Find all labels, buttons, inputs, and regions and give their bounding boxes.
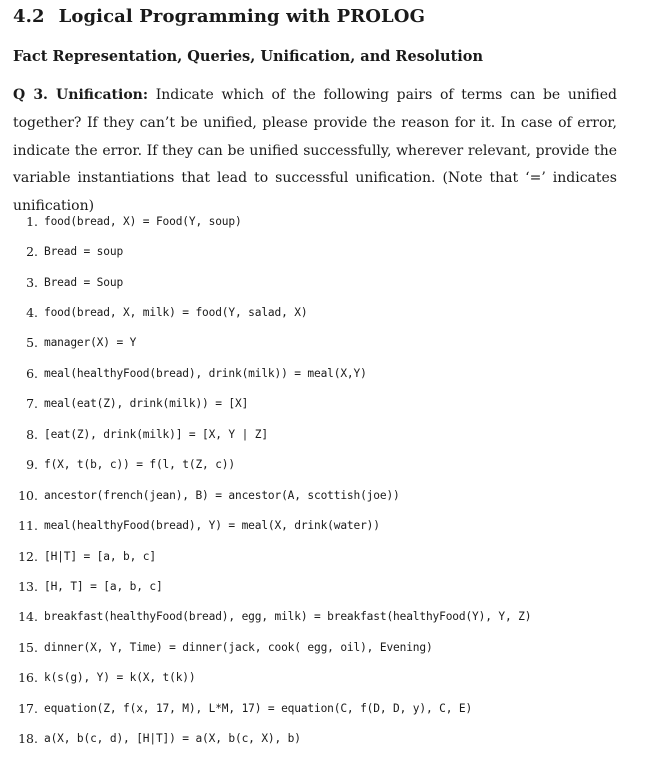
list-item — [0, 267, 531, 297]
item-expression: Bread = soup — [44, 245, 124, 259]
question-text: Indicate which of the following pairs of terms can be unified together? If they can’t be unified, please provide the reason for it. In case of error, indicate the error. If they can be unified successfully, wherever relevant, provide the variable instantiations that lead to successful unification. (Note that ‘=’ indicates unification) — [13, 87, 617, 215]
item-number: 9. — [26, 457, 38, 473]
item-number: 14. — [18, 609, 38, 625]
item-expression: breakfast(healthyFood(bread), egg, milk) = breakfast(healthyFood(Y), Y, Z) — [44, 610, 532, 624]
list-item — [0, 206, 531, 236]
item-expression: food(bread, X) = Food(Y, soup) — [44, 214, 242, 228]
list-item — [0, 419, 531, 449]
item-expression: dinner(X, Y, Time) = dinner(jack, cook( egg, oil), Evening) — [44, 640, 433, 654]
list-item — [0, 663, 531, 693]
item-expression: equation(Z, f(x, 17, M), L*M, 17) = equation(C, f(D, D, y), C, E) — [44, 701, 473, 715]
list-item — [0, 328, 531, 358]
item-expression: Bread = Soup — [44, 275, 124, 289]
item-number: 8. — [26, 426, 38, 442]
item-expression: meal(healthyFood(bread), drink(milk)) = meal(X,Y) — [44, 366, 367, 380]
section-heading — [13, 6, 425, 27]
item-expression: meal(eat(Z), drink(milk)) = [X] — [44, 397, 249, 411]
question-paragraph — [13, 82, 617, 221]
section-title: Logical Programming with PROLOG — [58, 6, 426, 27]
item-expression: food(bread, X, milk) = food(Y, salad, X) — [44, 306, 308, 320]
item-number: 16. — [18, 670, 38, 686]
list-item — [0, 389, 531, 419]
list-item — [0, 480, 531, 510]
item-number: 18. — [18, 731, 38, 747]
item-expression: manager(X) = Y — [44, 336, 137, 350]
item-expression: [H|T] = [a, b, c] — [44, 549, 156, 563]
item-number: 17. — [18, 700, 38, 716]
list-item — [0, 236, 531, 266]
item-number: 12. — [18, 548, 38, 564]
unification-list — [0, 206, 531, 754]
list-item — [0, 632, 531, 662]
list-item — [0, 571, 531, 601]
item-expression: [eat(Z), drink(milk)] = [X, Y | Z] — [44, 427, 268, 441]
item-number: 2. — [26, 244, 38, 260]
item-expression: [H, T] = [a, b, c] — [44, 579, 163, 593]
item-expression: k(s(g), Y) = k(X, t(k)) — [44, 671, 196, 685]
subsection-heading: Fact Representation, Queries, Unification, and Resolution — [13, 48, 484, 65]
item-number: 15. — [18, 639, 38, 655]
item-expression: meal(healthyFood(bread), Y) = meal(X, drink(water)) — [44, 519, 380, 533]
item-number: 4. — [26, 305, 38, 321]
list-item — [0, 723, 531, 753]
item-expression: ancestor(french(jean), B) = ancestor(A, scottish(joe)) — [44, 488, 400, 502]
item-expression: f(X, t(b, c)) = f(l, t(Z, c)) — [44, 458, 235, 472]
section-number: 4.2 — [13, 6, 45, 27]
list-item — [0, 297, 531, 327]
item-number: 3. — [26, 274, 38, 290]
list-item — [0, 450, 531, 480]
list-item — [0, 602, 531, 632]
item-number: 11. — [18, 518, 38, 534]
list-item — [0, 693, 531, 723]
item-number: 5. — [26, 335, 38, 351]
question-label: Q 3. Unification: — [13, 87, 149, 103]
item-expression: a(X, b(c, d), [H|T]) = a(X, b(c, X), b) — [44, 732, 301, 746]
item-number: 13. — [18, 578, 38, 594]
list-item — [0, 358, 531, 388]
item-number: 1. — [26, 213, 38, 229]
item-number: 7. — [26, 396, 38, 412]
list-item — [0, 510, 531, 540]
item-number: 6. — [26, 365, 38, 381]
list-item — [0, 541, 531, 571]
item-number: 10. — [18, 487, 38, 503]
